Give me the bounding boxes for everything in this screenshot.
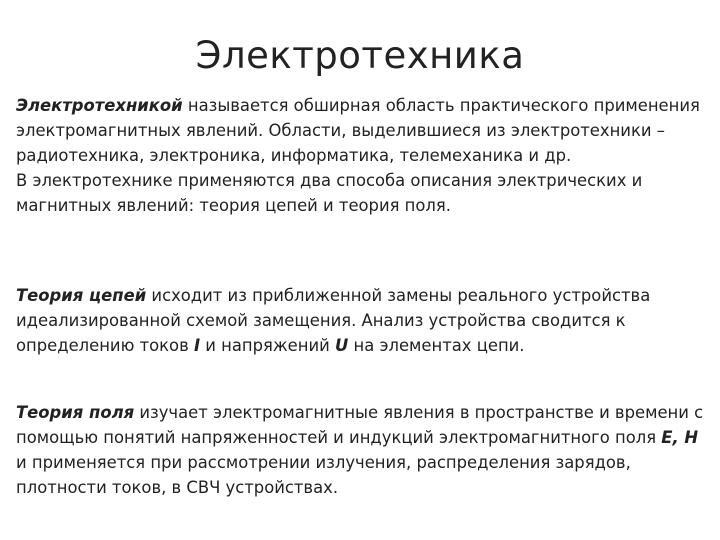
circuit-theory-text-2: и напряжений [200, 336, 335, 355]
circuit-theory-paragraph [16, 283, 706, 358]
intro-term: Электротехникой [16, 96, 183, 115]
circuit-theory-text-1: исходит из приближенной замены реального устройства идеализированной схемой замещения. Анализ устройства сводится к определению токов [16, 286, 651, 355]
field-theory-text-2: и применяется при рассмотрении излучения, распределения зарядов, плотности токов, в СВЧ устройствах. [16, 453, 631, 497]
field-theory-term: Теория поля [16, 403, 135, 422]
circuit-theory-text-3: на элементах цепи. [348, 336, 525, 355]
voltage-symbol: U [334, 336, 349, 355]
field-theory-text-1: изучает электромагнитные явления в пространстве и времени с помощью понятий напряженностей и индукций электромагнитного поля [16, 403, 704, 447]
intro-text: называется обширная область практического применения электромагнитных явлений. Области, выделившиеся из электротехники – радиотехника, электроника, информатика, телемеханика и др. [16, 96, 700, 165]
field-theory-section [16, 400, 706, 500]
circuit-theory-term: Теория цепей [16, 286, 147, 305]
current-symbol: I [193, 336, 201, 355]
intro-paragraph [16, 93, 706, 168]
field-theory-paragraph [16, 400, 706, 500]
intro-section [16, 93, 706, 218]
methods-paragraph: В электротехнике применяются два способа описания электрических и магнитных явлений: теория цепей и теория поля. [16, 171, 643, 215]
field-symbols: E, H [661, 428, 699, 447]
circuit-theory-section [16, 283, 706, 358]
slide-title: Электротехника [195, 34, 525, 77]
